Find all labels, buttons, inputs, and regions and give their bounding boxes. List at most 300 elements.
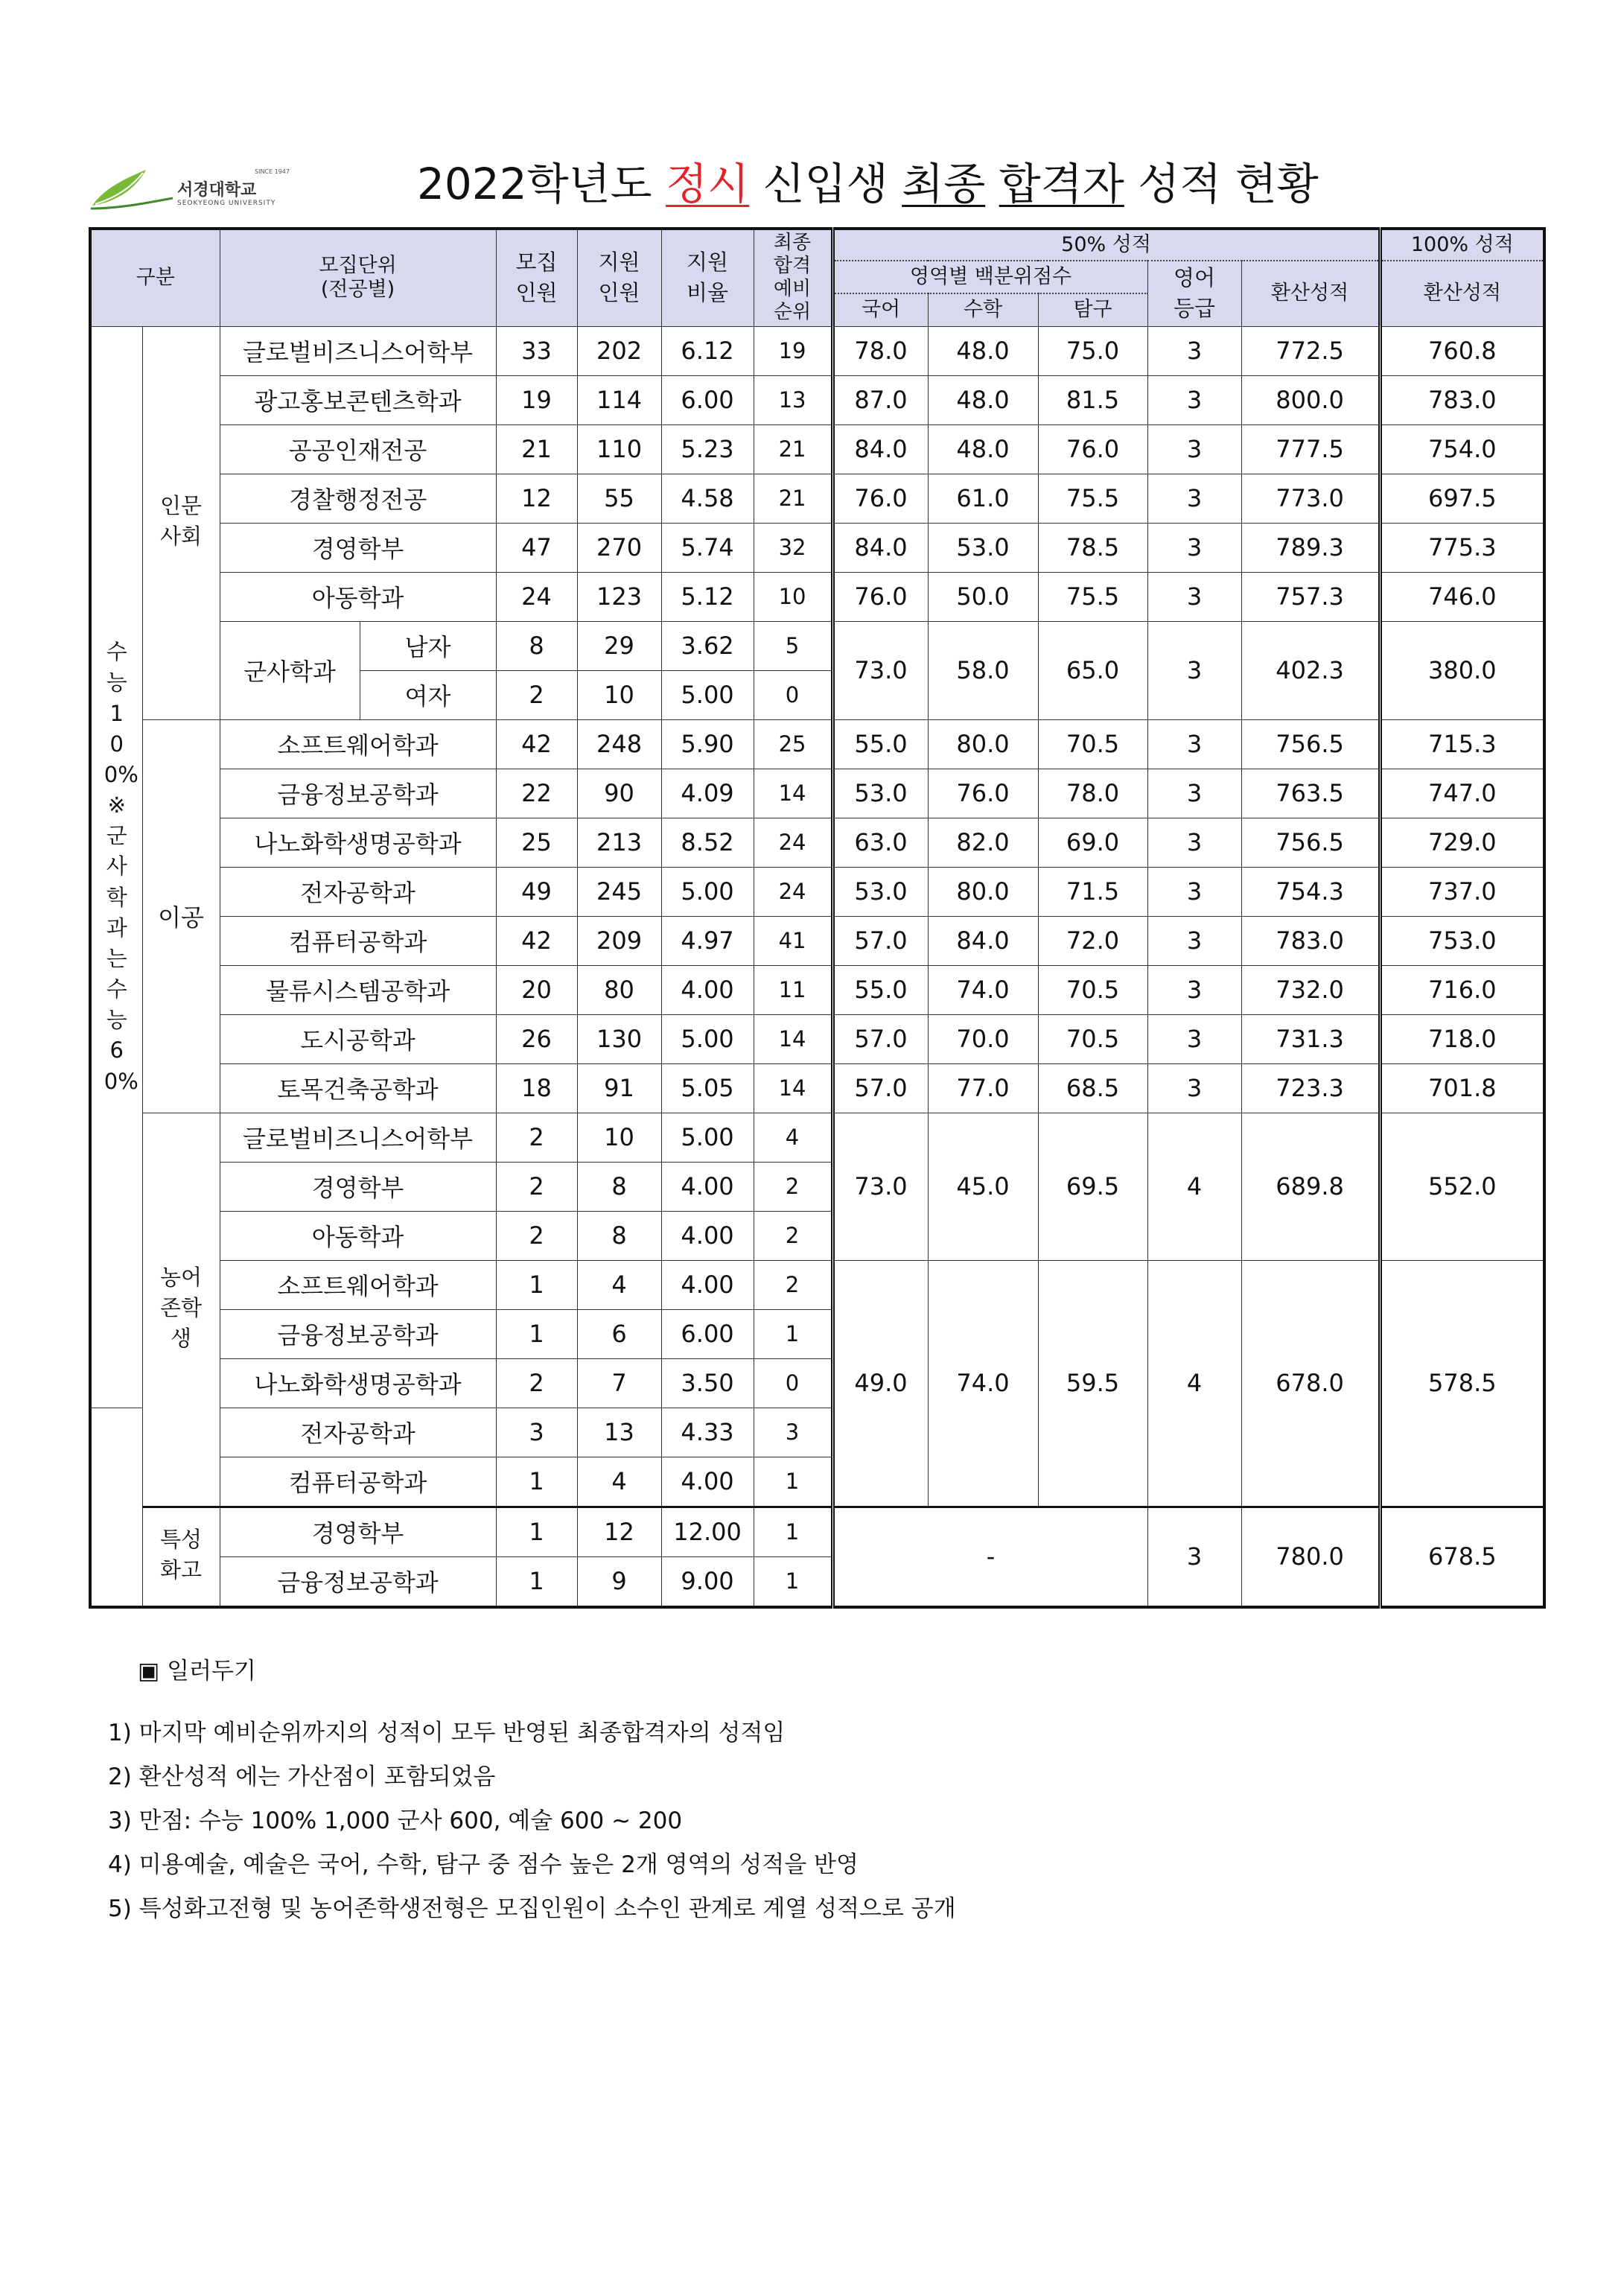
apply-cell: 213	[577, 818, 661, 867]
logo-name: 서경대학교	[177, 181, 257, 200]
recruit-cell: 18	[496, 1063, 577, 1113]
recruit-cell: 26	[496, 1014, 577, 1063]
converted100-cell: 678.5	[1380, 1507, 1544, 1607]
wait-cell: 21	[754, 474, 832, 523]
header-unit-label: 모집단위	[319, 254, 397, 278]
wait-cell: 14	[754, 1014, 832, 1063]
unit-cell: 글로벌비즈니스어학부	[220, 1113, 496, 1162]
side-label-cell	[90, 326, 142, 1408]
area-score-cell: -	[832, 1507, 1147, 1607]
group-special	[142, 1507, 220, 1607]
wait-cell: 14	[754, 769, 832, 818]
apply-cell: 7	[577, 1358, 661, 1408]
wait-cell: 21	[754, 424, 832, 474]
title-word: 성적	[1138, 159, 1222, 209]
header-recruit-label: 모집 인원	[515, 249, 558, 306]
note-item: 4) 미용예술, 예술은 국어, 수학, 탐구 중 점수 높은 2개 영역의 성적을 반영	[108, 1851, 859, 1878]
header-gubun: 구분	[90, 229, 220, 326]
unit-cell: 광고홍보콘텐츠학과	[220, 375, 496, 424]
ratio-cell: 5.90	[661, 719, 754, 769]
header-apply	[577, 229, 661, 326]
converted-cell: 783.0	[1241, 916, 1380, 965]
english-cell: 3	[1147, 1063, 1241, 1113]
ratio-cell: 12.00	[661, 1507, 754, 1556]
korean-cell: 73.0	[832, 621, 928, 719]
converted100-cell: 746.0	[1380, 572, 1544, 621]
wait-cell: 24	[754, 818, 832, 867]
table-row	[90, 719, 1544, 769]
notes-section	[108, 1652, 956, 1933]
english-cell: 3	[1147, 916, 1241, 965]
header-converted: 환산성적	[1241, 261, 1380, 326]
wait-cell: 19	[754, 326, 832, 375]
apply-cell: 10	[577, 670, 661, 719]
converted100-cell: 697.5	[1380, 474, 1544, 523]
math-cell: 50.0	[928, 572, 1038, 621]
apply-cell: 6	[577, 1309, 661, 1358]
ratio-cell: 4.58	[661, 474, 754, 523]
recruit-cell: 1	[496, 1457, 577, 1507]
apply-cell: 9	[577, 1556, 661, 1607]
title-word: 최종	[902, 159, 986, 209]
math-cell: 76.0	[928, 769, 1038, 818]
wait-cell: 1	[754, 1507, 832, 1556]
converted100-cell: 380.0	[1380, 621, 1544, 719]
korean-cell: 76.0	[832, 474, 928, 523]
converted100-cell: 729.0	[1380, 818, 1544, 867]
recruit-cell: 12	[496, 474, 577, 523]
apply-cell: 29	[577, 621, 661, 670]
group-science: 이공	[142, 719, 220, 1113]
recruit-cell: 2	[496, 1358, 577, 1408]
math-cell: 48.0	[928, 375, 1038, 424]
converted-cell: 780.0	[1241, 1507, 1380, 1607]
math-cell: 82.0	[928, 818, 1038, 867]
wait-cell: 10	[754, 572, 832, 621]
header-apply-label: 지원 인원	[598, 249, 640, 306]
english-cell: 3	[1147, 621, 1241, 719]
unit-cell: 전자공학과	[220, 867, 496, 916]
unit-cell: 물류시스템공학과	[220, 965, 496, 1014]
unit-cell: 금융정보공학과	[220, 769, 496, 818]
explore-cell: 75.5	[1038, 572, 1147, 621]
math-cell: 48.0	[928, 424, 1038, 474]
wait-cell: 2	[754, 1162, 832, 1211]
apply-cell: 245	[577, 867, 661, 916]
table-row	[90, 1260, 1544, 1309]
ratio-cell: 5.05	[661, 1063, 754, 1113]
wait-cell: 0	[754, 670, 832, 719]
converted-cell: 777.5	[1241, 424, 1380, 474]
ratio-cell: 4.09	[661, 769, 754, 818]
table-row	[90, 1014, 1544, 1063]
apply-cell: 10	[577, 1113, 661, 1162]
ratio-cell: 3.50	[661, 1358, 754, 1408]
header-ratio	[661, 229, 754, 326]
wait-cell: 11	[754, 965, 832, 1014]
math-cell: 70.0	[928, 1014, 1038, 1063]
converted100-cell: 701.8	[1380, 1063, 1544, 1113]
wait-cell: 1	[754, 1556, 832, 1607]
english-cell: 4	[1147, 1113, 1241, 1260]
recruit-cell: 21	[496, 424, 577, 474]
converted100-cell: 783.0	[1380, 375, 1544, 424]
military-male: 남자	[360, 621, 496, 670]
unit-cell: 경찰행정전공	[220, 474, 496, 523]
unit-cell: 소프트웨어학과	[220, 719, 496, 769]
explore-cell: 81.5	[1038, 375, 1147, 424]
note-item: 1) 마지막 예비순위까지의 성적이 모두 반영된 최종합격자의 성적임	[108, 1720, 786, 1746]
recruit-cell: 2	[496, 1162, 577, 1211]
explore-cell: 70.5	[1038, 1014, 1147, 1063]
side-label: 수능 100% ※ 군사학과는 수능 60%	[104, 639, 138, 1094]
converted-cell: 763.5	[1241, 769, 1380, 818]
korean-cell: 53.0	[832, 769, 928, 818]
table-row	[90, 572, 1544, 621]
english-cell: 3	[1147, 572, 1241, 621]
korean-cell: 73.0	[832, 1113, 928, 1260]
english-cell: 3	[1147, 523, 1241, 572]
ratio-cell: 5.12	[661, 572, 754, 621]
note-item: 5) 특성화고전형 및 농어존학생전형은 모집인원이 소수인 관계로 계열 성적으로 공개	[108, 1895, 956, 1922]
korean-cell: 49.0	[832, 1260, 928, 1507]
header-recruit	[496, 229, 577, 326]
group-humanities-label: 인문 사회	[159, 493, 203, 550]
explore-cell: 70.5	[1038, 965, 1147, 1014]
english-cell: 3	[1147, 818, 1241, 867]
recruit-cell: 47	[496, 523, 577, 572]
group-rural	[142, 1113, 220, 1507]
group-special-label: 특성 화고	[159, 1527, 203, 1583]
header-korean: 국어	[832, 293, 928, 326]
unit-cell: 공공인재전공	[220, 424, 496, 474]
converted100-cell: 760.8	[1380, 326, 1544, 375]
header-waitlist-label: 최종 합격 예비 순위	[773, 231, 812, 324]
explore-cell: 78.5	[1038, 523, 1147, 572]
unit-cell: 전자공학과	[220, 1408, 496, 1457]
apply-cell: 130	[577, 1014, 661, 1063]
side-label-bottom	[90, 1408, 142, 1607]
apply-cell: 270	[577, 523, 661, 572]
english-cell: 3	[1147, 1014, 1241, 1063]
wait-cell: 0	[754, 1358, 832, 1408]
wait-cell: 1	[754, 1457, 832, 1507]
military-label: 군사학과	[220, 621, 360, 719]
recruit-cell: 1	[496, 1309, 577, 1358]
korean-cell: 87.0	[832, 375, 928, 424]
unit-cell: 금융정보공학과	[220, 1556, 496, 1607]
header-english-label: 영어 등급	[1174, 265, 1216, 322]
converted-cell: 678.0	[1241, 1260, 1380, 1507]
unit-cell: 경영학부	[220, 1162, 496, 1211]
ratio-cell: 4.00	[661, 1162, 754, 1211]
korean-cell: 78.0	[832, 326, 928, 375]
recruit-cell: 2	[496, 1113, 577, 1162]
results-table	[89, 227, 1546, 1609]
explore-cell: 75.0	[1038, 326, 1147, 375]
apply-cell: 80	[577, 965, 661, 1014]
wait-cell: 5	[754, 621, 832, 670]
ratio-cell: 6.12	[661, 326, 754, 375]
table-row	[90, 965, 1544, 1014]
explore-cell: 69.5	[1038, 1113, 1147, 1260]
math-cell: 77.0	[928, 1063, 1038, 1113]
table-row	[90, 424, 1544, 474]
math-cell: 45.0	[928, 1113, 1038, 1260]
korean-cell: 57.0	[832, 1014, 928, 1063]
unit-cell: 금융정보공학과	[220, 1309, 496, 1358]
converted100-cell: 737.0	[1380, 867, 1544, 916]
converted-cell: 756.5	[1241, 818, 1380, 867]
converted100-cell: 754.0	[1380, 424, 1544, 474]
ratio-cell: 5.00	[661, 670, 754, 719]
converted-cell: 772.5	[1241, 326, 1380, 375]
wait-cell: 4	[754, 1113, 832, 1162]
ratio-cell: 4.33	[661, 1408, 754, 1457]
wait-cell: 14	[754, 1063, 832, 1113]
header-score50: 50% 성적	[832, 229, 1380, 261]
converted-cell: 756.5	[1241, 719, 1380, 769]
math-cell: 80.0	[928, 719, 1038, 769]
header-score100: 100% 성적	[1380, 229, 1544, 261]
math-cell: 53.0	[928, 523, 1038, 572]
recruit-cell: 8	[496, 621, 577, 670]
explore-cell: 69.0	[1038, 818, 1147, 867]
apply-cell: 55	[577, 474, 661, 523]
apply-cell: 4	[577, 1457, 661, 1507]
converted100-cell: 718.0	[1380, 1014, 1544, 1063]
wait-cell: 25	[754, 719, 832, 769]
table-row	[90, 326, 1544, 375]
converted-cell: 789.3	[1241, 523, 1380, 572]
explore-cell: 70.5	[1038, 719, 1147, 769]
ratio-cell: 4.97	[661, 916, 754, 965]
wait-cell: 2	[754, 1211, 832, 1260]
recruit-cell: 1	[496, 1260, 577, 1309]
converted100-cell: 552.0	[1380, 1113, 1544, 1260]
recruit-cell: 2	[496, 1211, 577, 1260]
title-word: 신입생	[762, 159, 888, 209]
recruit-cell: 20	[496, 965, 577, 1014]
apply-cell: 13	[577, 1408, 661, 1457]
explore-cell: 71.5	[1038, 867, 1147, 916]
math-cell: 61.0	[928, 474, 1038, 523]
korean-cell: 55.0	[832, 719, 928, 769]
ratio-cell: 3.62	[661, 621, 754, 670]
title-highlight: 정시	[666, 159, 750, 209]
apply-cell: 114	[577, 375, 661, 424]
title-word: 합격자	[999, 159, 1124, 209]
english-cell: 3	[1147, 326, 1241, 375]
table-row	[90, 916, 1544, 965]
header-area: 영역별 백분위점수	[832, 261, 1147, 293]
converted-cell: 800.0	[1241, 375, 1380, 424]
korean-cell: 57.0	[832, 916, 928, 965]
math-cell: 48.0	[928, 326, 1038, 375]
english-cell: 3	[1147, 965, 1241, 1014]
unit-cell: 경영학부	[220, 523, 496, 572]
ratio-cell: 4.00	[661, 1211, 754, 1260]
unit-cell: 소프트웨어학과	[220, 1260, 496, 1309]
apply-cell: 91	[577, 1063, 661, 1113]
header-math: 수학	[928, 293, 1038, 326]
math-cell: 74.0	[928, 965, 1038, 1014]
explore-cell: 59.5	[1038, 1260, 1147, 1507]
wait-cell: 13	[754, 375, 832, 424]
math-cell: 74.0	[928, 1260, 1038, 1507]
table-row	[90, 1063, 1544, 1113]
explore-cell: 72.0	[1038, 916, 1147, 965]
header-unit-sub: (전공별)	[320, 278, 395, 302]
korean-cell: 84.0	[832, 424, 928, 474]
table-row	[90, 621, 1544, 670]
ratio-cell: 4.00	[661, 1457, 754, 1507]
explore-cell: 68.5	[1038, 1063, 1147, 1113]
english-cell: 3	[1147, 867, 1241, 916]
explore-cell: 78.0	[1038, 769, 1147, 818]
header-english	[1147, 261, 1241, 326]
converted-cell: 731.3	[1241, 1014, 1380, 1063]
recruit-cell: 24	[496, 572, 577, 621]
ratio-cell: 9.00	[661, 1556, 754, 1607]
math-cell: 84.0	[928, 916, 1038, 965]
unit-cell: 토목건축공학과	[220, 1063, 496, 1113]
header-waitlist	[754, 229, 832, 326]
military-female: 여자	[360, 670, 496, 719]
converted100-cell: 747.0	[1380, 769, 1544, 818]
table-row	[90, 867, 1544, 916]
logo-english-name: SEOKYEONG UNIVERSITY	[177, 200, 276, 207]
ratio-cell: 8.52	[661, 818, 754, 867]
ratio-cell: 5.23	[661, 424, 754, 474]
converted100-cell: 578.5	[1380, 1260, 1544, 1507]
recruit-cell: 1	[496, 1556, 577, 1607]
header-ratio-label: 지원 비율	[687, 249, 729, 306]
english-cell: 3	[1147, 1507, 1241, 1607]
korean-cell: 76.0	[832, 572, 928, 621]
english-cell: 3	[1147, 769, 1241, 818]
converted100-cell: 775.3	[1380, 523, 1544, 572]
converted-cell: 689.8	[1241, 1113, 1380, 1260]
converted-cell: 402.3	[1241, 621, 1380, 719]
explore-cell: 65.0	[1038, 621, 1147, 719]
apply-cell: 248	[577, 719, 661, 769]
converted-cell: 754.3	[1241, 867, 1380, 916]
note-item: 2) 환산성적 에는 가산점이 포함되었음	[108, 1764, 496, 1790]
group-rural-label: 농어 존학 생	[159, 1264, 203, 1351]
header-unit	[220, 229, 496, 326]
recruit-cell: 25	[496, 818, 577, 867]
unit-cell: 컴퓨터공학과	[220, 1457, 496, 1507]
converted-cell: 757.3	[1241, 572, 1380, 621]
ratio-cell: 6.00	[661, 1309, 754, 1358]
page-title	[417, 149, 1319, 212]
unit-cell: 나노화학생명공학과	[220, 1358, 496, 1408]
apply-cell: 110	[577, 424, 661, 474]
korean-cell: 63.0	[832, 818, 928, 867]
converted-cell: 773.0	[1241, 474, 1380, 523]
ratio-cell: 4.00	[661, 965, 754, 1014]
recruit-cell: 33	[496, 326, 577, 375]
english-cell: 3	[1147, 424, 1241, 474]
unit-cell: 경영학부	[220, 1507, 496, 1556]
recruit-cell: 3	[496, 1408, 577, 1457]
recruit-cell: 2	[496, 670, 577, 719]
group-humanities	[142, 326, 220, 719]
recruit-cell: 42	[496, 719, 577, 769]
english-cell: 3	[1147, 375, 1241, 424]
math-cell: 58.0	[928, 621, 1038, 719]
converted-cell: 723.3	[1241, 1063, 1380, 1113]
converted100-cell: 715.3	[1380, 719, 1544, 769]
converted100-cell: 716.0	[1380, 965, 1544, 1014]
wait-cell: 2	[754, 1260, 832, 1309]
explore-cell: 75.5	[1038, 474, 1147, 523]
converted-cell: 732.0	[1241, 965, 1380, 1014]
explore-cell: 76.0	[1038, 424, 1147, 474]
apply-cell: 8	[577, 1211, 661, 1260]
ratio-cell: 5.00	[661, 867, 754, 916]
table-row	[90, 1113, 1544, 1162]
unit-cell: 아동학과	[220, 1211, 496, 1260]
korean-cell: 55.0	[832, 965, 928, 1014]
ratio-cell: 5.74	[661, 523, 754, 572]
korean-cell: 53.0	[832, 867, 928, 916]
ratio-cell: 5.00	[661, 1014, 754, 1063]
apply-cell: 209	[577, 916, 661, 965]
table-row	[90, 769, 1544, 818]
recruit-cell: 42	[496, 916, 577, 965]
wait-cell: 41	[754, 916, 832, 965]
unit-cell: 글로벌비즈니스어학부	[220, 326, 496, 375]
english-cell: 3	[1147, 719, 1241, 769]
apply-cell: 123	[577, 572, 661, 621]
apply-cell: 4	[577, 1260, 661, 1309]
ratio-cell: 4.00	[661, 1260, 754, 1309]
unit-cell: 나노화학생명공학과	[220, 818, 496, 867]
unit-cell: 도시공학과	[220, 1014, 496, 1063]
university-logo	[89, 165, 305, 212]
recruit-cell: 1	[496, 1507, 577, 1556]
korean-cell: 57.0	[832, 1063, 928, 1113]
korean-cell: 84.0	[832, 523, 928, 572]
logo-since: SINCE 1947	[255, 168, 290, 175]
recruit-cell: 22	[496, 769, 577, 818]
ratio-cell: 5.00	[661, 1113, 754, 1162]
header-explore: 탐구	[1038, 293, 1147, 326]
apply-cell: 90	[577, 769, 661, 818]
leaf-icon	[89, 165, 179, 210]
wait-cell: 3	[754, 1408, 832, 1457]
recruit-cell: 19	[496, 375, 577, 424]
apply-cell: 12	[577, 1507, 661, 1556]
converted100-cell: 753.0	[1380, 916, 1544, 965]
table-row	[90, 523, 1544, 572]
recruit-cell: 49	[496, 867, 577, 916]
wait-cell: 1	[754, 1309, 832, 1358]
table-row	[90, 818, 1544, 867]
unit-cell: 아동학과	[220, 572, 496, 621]
title-word: 현황	[1235, 159, 1319, 209]
notes-title: ▣ 일러두기	[138, 1658, 256, 1685]
header-converted100: 환산성적	[1380, 261, 1544, 326]
table-row	[90, 1507, 1544, 1556]
apply-cell: 202	[577, 326, 661, 375]
table-row	[90, 474, 1544, 523]
table-row	[90, 375, 1544, 424]
title-year: 2022학년도	[417, 159, 652, 209]
note-item: 3) 만점: 수능 100% 1,000 군사 600, 예술 600 ~ 200	[108, 1807, 683, 1834]
